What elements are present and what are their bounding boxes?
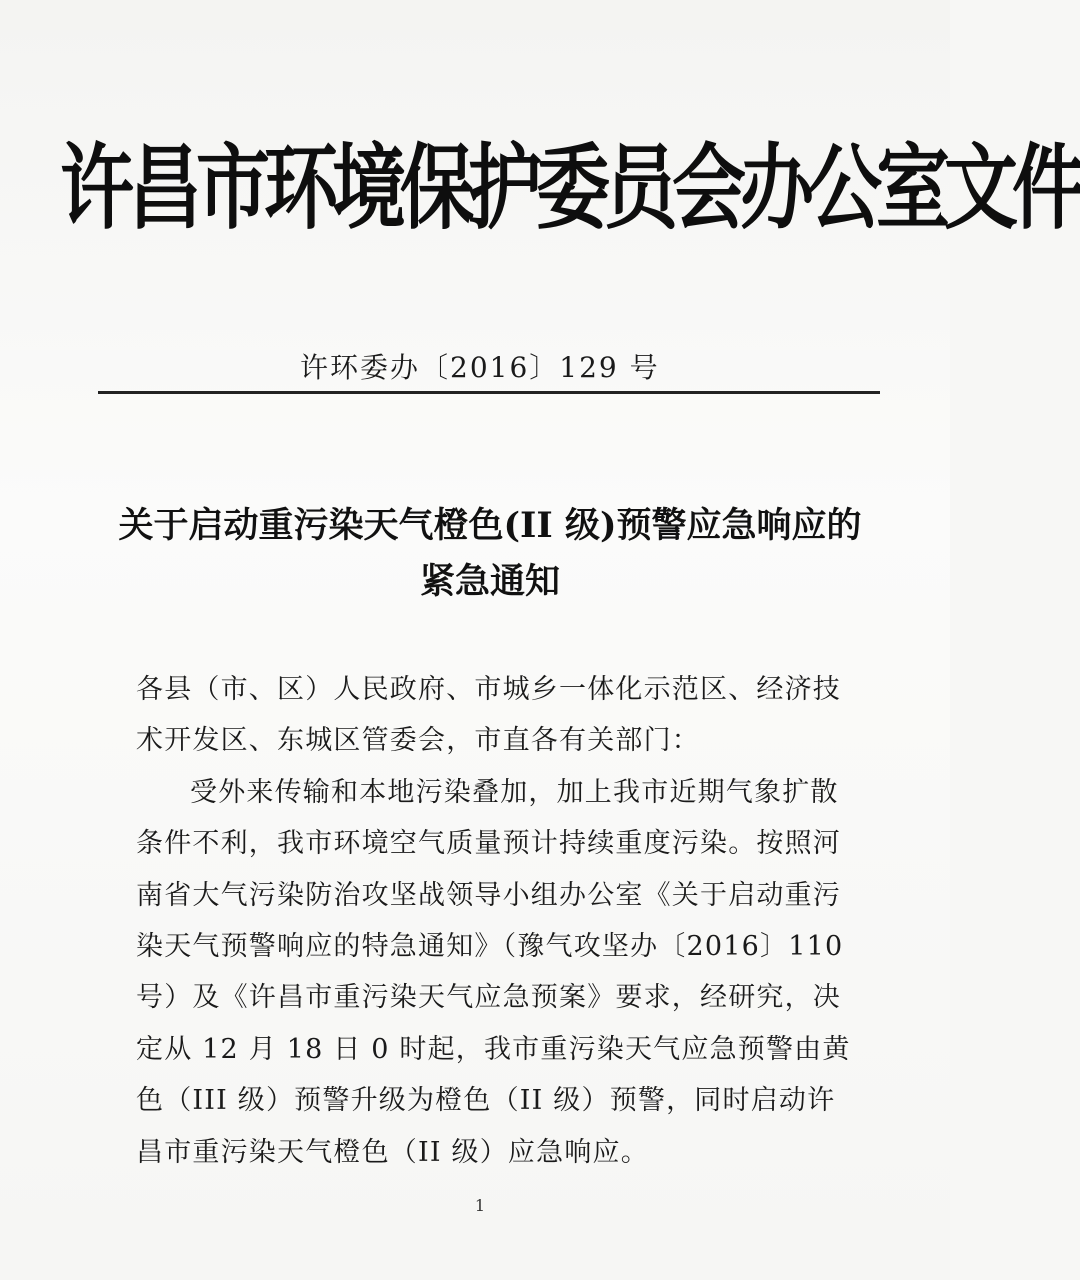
header-divider [98, 391, 880, 394]
notice-title: 关于启动重污染天气橙色(II 级)预警应急响应的紧急通知 [118, 505, 862, 602]
body-paragraph: 受外来传输和本地污染叠加，加上我市近期气象扩散条件不利，我市环境空气质量预计持续重度污染。按照河南省大气污染防治攻坚战领导小组办公室《关于启动重污染天气预警响应的特急通知》（豫气攻坚办〔2016〕110 号）及《许昌市重污染天气应急预案》要求，经研究，决定从 12 月 18 日 0 时起，我市重污染天气应急预警由黄色（III 级）预警升级为橙色（II 级）预警，同时启动许昌市重污染天气橙色（II 级）应急响应。 [136, 776, 851, 1168]
masthead-title: 许昌市环境保护委员会办公室文件 [60, 135, 1080, 243]
document-body [136, 664, 856, 1178]
document-number: 许环委办〔2016〕129 号 [300, 351, 660, 384]
addressee-line: 各县（市、区）人民政府、市城乡一体化示范区、经济技术开发区、东城区管委会，市直各有关部门： [136, 674, 841, 757]
page-number: 1 [474, 1196, 486, 1215]
